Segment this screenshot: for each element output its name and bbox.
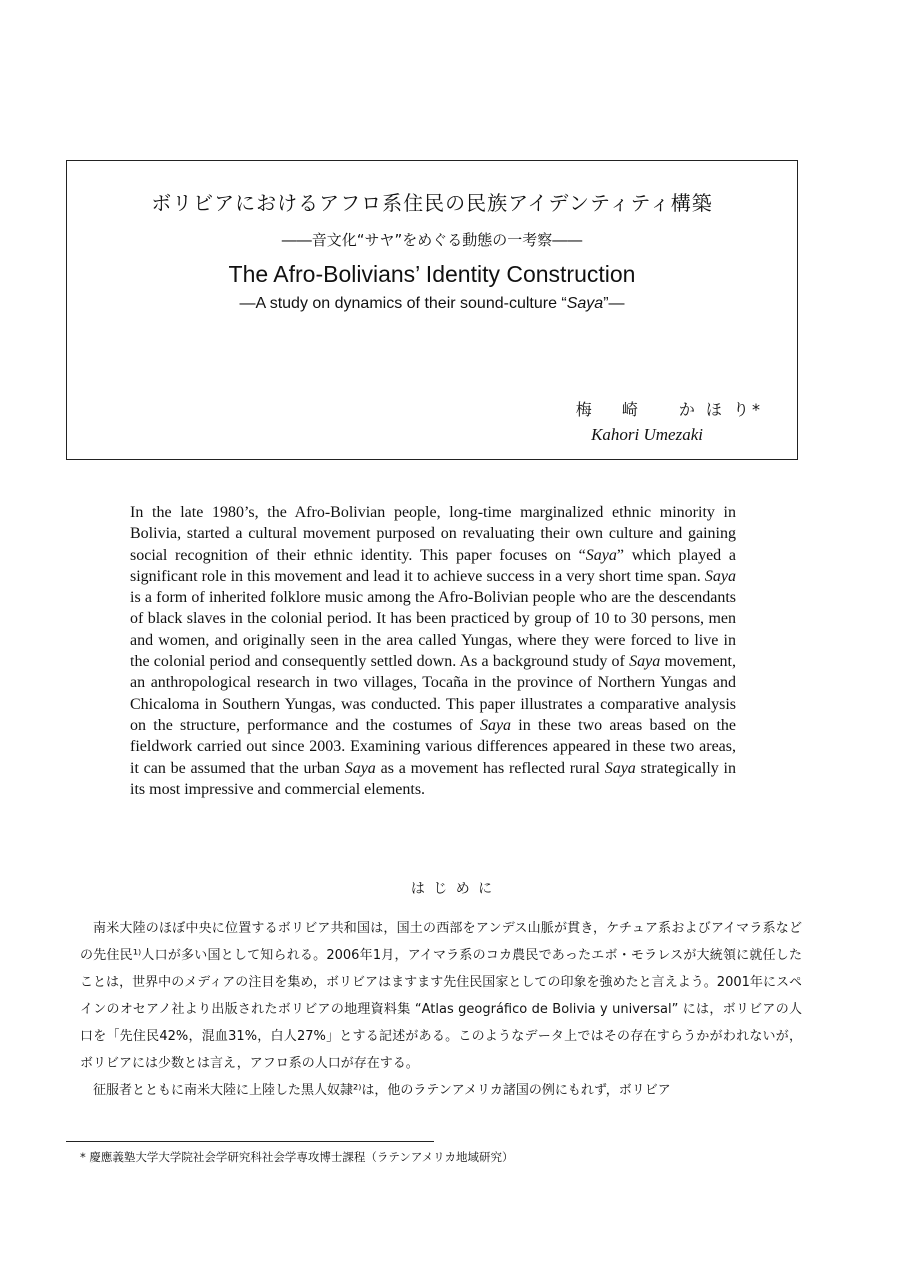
abstract-text: is a form of inherited folklore music among the Afro-Bolivian people who are the descendants of black slaves in the colonial period. It has been practiced by group of 10 to 30 persons, men and women, and originally seen in the area called Yungas, where they were forced to live in the colonial period and consequently settled down. As a background study of [130,589,736,671]
footnote-divider [66,1141,434,1142]
abstract-term-saya: Saya [344,759,376,777]
abstract-paragraph [130,502,736,800]
english-subtitle [67,295,797,313]
english-subtitle-suffix: ”— [603,295,625,312]
footnote: * 慶應義塾大学大学院社会学研究科社会学専攻博士課程（ラテンアメリカ地域研究） [80,1150,514,1164]
section-heading: は じ め に [410,881,495,897]
abstract [130,502,736,800]
abstract-term-saya: Saya [479,716,512,734]
abstract-text: ” which played a significant role in this movement and lead it to achieve success in a very short time span. [130,546,737,585]
abstract-text: as a movement has reflected rural [375,759,605,777]
english-subtitle-saya: Saya [566,295,604,312]
abstract-text: in these two areas based on the fieldwork carried out since 2003. Examining various differences appeared in these two areas, it can be assumed that the urban [130,716,736,777]
english-subtitle-prefix: —A study on dynamics of their sound-culture “ [239,295,567,312]
japanese-title: ボリビアにおけるアフロ系住民の民族アイデンティティ構築 [151,191,713,215]
abstract-text: movement, an anthropological research in two villages, Tocaña in the province of Northern Yungas and Chicaloma in Southern Yungas, was conducted. This paper illustrates a comparative analysis on the structure, performance and the costumes of [130,653,736,734]
title-box [66,160,798,460]
english-title: The Afro-Bolivians’ Identity Construction [228,261,636,287]
author-english-name: Kahori Umezaki [591,425,703,444]
abstract-text: strategically in its most impressive and commercial elements. [130,759,736,798]
abstract-term-saya: Saya [629,653,661,671]
body-paragraph: 征服者とともに南米大陸に上陸した黒人奴隷²⁾は，他のラテンアメリカ諸国の例にもれず，ボリビア [93,1083,671,1098]
author-japanese-name: 梅 崎 か ほ り* [575,400,763,419]
abstract-text: In the late 1980’s, the Afro-Bolivian people, long-time marginalized ethnic minority in Bolivia, started a cultural movement purposed on revaluating their own culture and gaining social recognition of their ethnic identity. This paper focuses on “ [130,504,736,564]
body-text [80,915,802,1104]
abstract-term-saya: Saya [704,567,736,585]
abstract-term-saya: Saya [604,759,636,777]
body-paragraph: 南米大陸のほぼ中央に位置するボリビア共和国は，国土の西部をアンデス山脈が貫き，ケチュア系およびアイマラ系などの先住民¹⁾人口が多い国として知られる。2006年1月，アイマラ系のコカ農民であったエボ・モラレスが大統領に就任したことは，世界中のメディアの注目を集め，ボリビアはますます先住民国家としての印象を強めたと言えよう。2001年にスペインのオセアノ社より出版されたボリビアの地理資料集 “Atlas geográfico de Bolivia y universal” には，ボリビアの人口を「先住民42%，混血31%，白人27%」とする記述がある。このようなデータ上ではその存在すらうかがわれないが，ボリビアには少数とは言え，アフロ系の人口が存在する。 [80,921,802,1071]
japanese-subtitle: ――音文化“サヤ”をめぐる動態の一考察―― [281,231,583,249]
abstract-term-saya: Saya [585,546,617,564]
